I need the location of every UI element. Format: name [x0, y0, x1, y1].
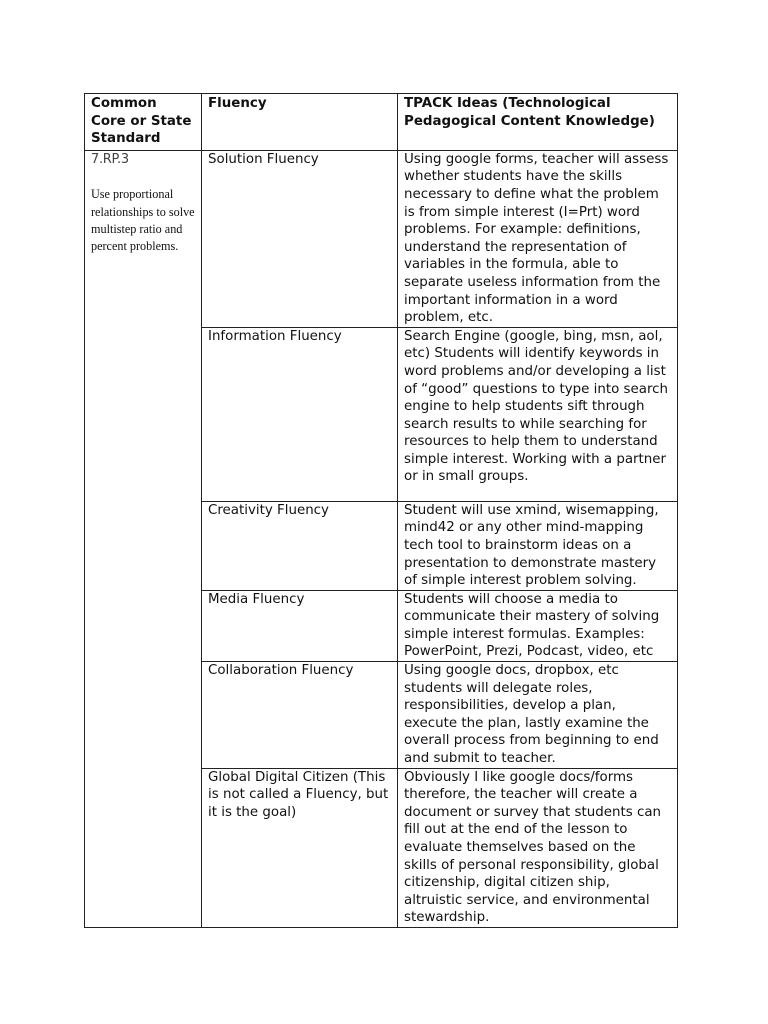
fluency-cell: Global Digital Citizen (This is not called a Fluency, but it is the goal) — [202, 768, 398, 927]
fluency-cell: Solution Fluency — [202, 150, 398, 327]
idea-cell: Search Engine (google, bing, msn, aol, etc) Students will identify keywords in word problems and/or developing a list of “good” questions to type into search engine to help students sift through search results to while searching for resources to help them to understand simple interest. Working with a partner or in small groups. — [398, 327, 678, 501]
standard-cell — [85, 150, 202, 927]
table-row — [85, 150, 678, 327]
idea-cell: Student will use xmind, wisemapping, mind42 or any other mind-mapping tech tool to brainstorm ideas on a presentation to demonstrate mastery of simple interest problem solving. — [398, 501, 678, 590]
fluency-cell: Collaboration Fluency — [202, 662, 398, 769]
idea-cell: Obviously I like google docs/forms therefore, the teacher will create a document or survey that students can fill out at the end of the lesson to evaluate themselves based on the skills of personal responsibility, global citizenship, digital citizen ship, altruistic service, and environmental stewardship. — [398, 768, 678, 927]
idea-cell: Using google docs, dropbox, etc students will delegate roles, responsibilities, develop a plan, execute the plan, lastly examine the overall process from beginning to end and submit to teacher. — [398, 662, 678, 769]
header-standard: Common Core or State Standard — [85, 94, 202, 151]
standard-description: Use proportional relationships to solve multistep ratio and percent problems. — [91, 187, 195, 254]
table-header-row — [85, 94, 678, 151]
idea-cell: Using google forms, teacher will assess whether students have the skills necessary to define what the problem is from simple interest (I=Prt) word problems. For example: definitions, understand the representation of variables in the formula, able to separate useless information from the important information in a word problem, etc. — [398, 150, 678, 327]
fluency-cell: Media Fluency — [202, 590, 398, 661]
fluency-cell: Creativity Fluency — [202, 501, 398, 590]
header-fluency: Fluency — [202, 94, 398, 151]
standard-code: 7.RP.3 — [91, 151, 129, 167]
fluency-cell: Information Fluency — [202, 327, 398, 501]
tpack-table — [84, 93, 678, 928]
idea-cell: Students will choose a media to communicate their mastery of solving simple interest formulas. Examples: PowerPoint, Prezi, Podcast, video, etc — [398, 590, 678, 661]
header-tpack: TPACK Ideas (Technological Pedagogical Content Knowledge) — [398, 94, 678, 151]
